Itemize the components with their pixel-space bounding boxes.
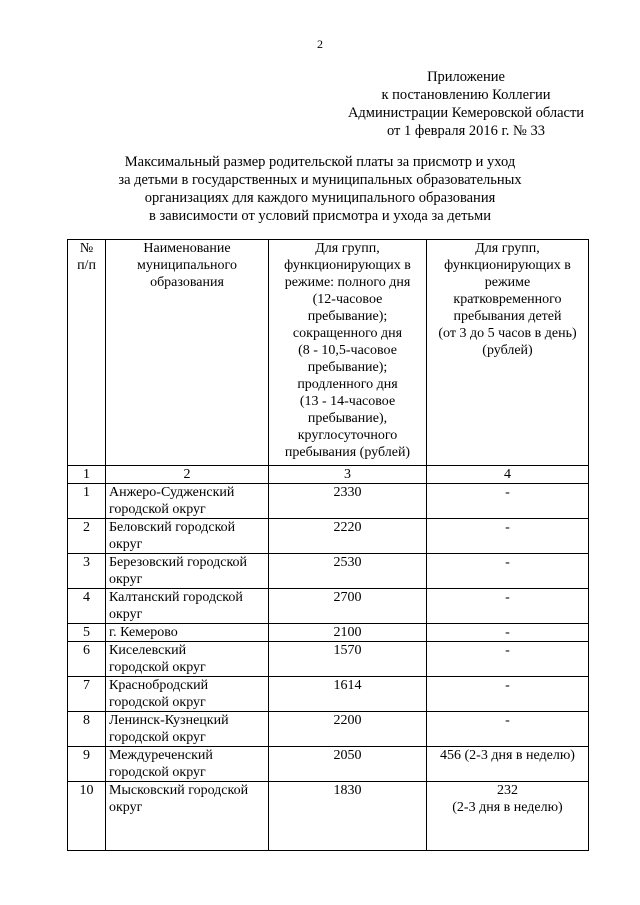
header-municipality [106, 240, 269, 466]
appendix-line: Приложение [427, 69, 505, 85]
page-number: 2 [317, 37, 323, 51]
fee-line: 456 (2-3 дня в неделю) [440, 748, 575, 763]
name-line: Анжеро-Судженский [109, 485, 235, 500]
header-line: муниципального [137, 258, 237, 273]
header-line: режиме: полного дня [284, 275, 411, 290]
municipality-name [106, 589, 269, 624]
name-line: городской округ [109, 502, 206, 517]
header-line: сокращенного дня [292, 326, 403, 341]
title-line: организациях для каждого муниципального образования [144, 190, 496, 206]
column-index: 3 [269, 466, 427, 484]
full-day-fee: 1830 [269, 782, 427, 851]
header-line: образования [150, 275, 224, 290]
header-line: № [79, 241, 94, 256]
fee-line: - [505, 555, 510, 570]
name-line: Калтанский городской [109, 590, 243, 605]
appendix-block [336, 68, 596, 140]
header-line: (рублей) [482, 343, 533, 358]
table-header-row [68, 240, 589, 466]
column-index: 4 [427, 466, 589, 484]
short-stay-fee [427, 712, 589, 747]
name-line: округ [109, 607, 143, 622]
row-number: 4 [68, 589, 106, 624]
name-line: Мысковский городской [109, 783, 249, 798]
short-stay-fee [427, 589, 589, 624]
appendix-line: от 1 февраля 2016 г. № 33 [386, 123, 546, 139]
table-row [68, 554, 589, 589]
fee-line: - [505, 643, 510, 658]
short-stay-fee [427, 624, 589, 642]
appendix-line: Администрации Кемеровской области [347, 105, 585, 121]
municipality-name [106, 484, 269, 519]
name-line: городской округ [109, 765, 206, 780]
row-number: 2 [68, 519, 106, 554]
fee-line: - [505, 590, 510, 605]
appendix-line: к постановлению Коллегии [381, 87, 551, 103]
header-line: Для групп, [475, 241, 540, 256]
full-day-fee: 2330 [269, 484, 427, 519]
municipality-name [106, 712, 269, 747]
row-number: 1 [68, 484, 106, 519]
header-line: Для групп, [315, 241, 380, 256]
header-line: Наименование [143, 241, 231, 256]
header-line: круглосуточного [297, 428, 398, 443]
row-number: 6 [68, 642, 106, 677]
name-line: Киселевский [109, 643, 187, 658]
full-day-fee: 2050 [269, 747, 427, 782]
header-line: (от 3 до 5 часов в день) [438, 326, 577, 341]
fee-line: 232 [497, 783, 518, 798]
short-stay-fee [427, 484, 589, 519]
full-day-fee: 1614 [269, 677, 427, 712]
name-line: Березовский городской [109, 555, 248, 570]
header-line: функционирующих в [284, 258, 411, 273]
full-day-fee: 2700 [269, 589, 427, 624]
table-row [68, 747, 589, 782]
title-line: в зависимости от условий присмотра и ухода за детьми [149, 208, 491, 224]
header-short-stay-groups [427, 240, 589, 466]
short-stay-fee [427, 677, 589, 712]
fee-line: - [505, 625, 510, 640]
name-line: городской округ [109, 695, 206, 710]
fee-line: - [505, 678, 510, 693]
municipality-name [106, 624, 269, 642]
header-line: продленного дня [297, 377, 398, 392]
table-row [68, 677, 589, 712]
table-row [68, 519, 589, 554]
short-stay-fee [427, 519, 589, 554]
name-line: округ [109, 537, 143, 552]
row-number: 7 [68, 677, 106, 712]
row-number: 3 [68, 554, 106, 589]
header-line: (13 - 14-часовое [299, 394, 396, 409]
short-stay-fee [427, 642, 589, 677]
header-line: функционирующих в [444, 258, 571, 273]
short-stay-fee [427, 747, 589, 782]
municipality-name [106, 677, 269, 712]
header-line: п/п [77, 258, 96, 273]
fee-line: - [505, 485, 510, 500]
header-line: (12-часовое [312, 292, 383, 307]
full-day-fee: 2220 [269, 519, 427, 554]
table-row [68, 782, 589, 851]
header-line: пребывания (рублей) [284, 445, 411, 460]
name-line: округ [109, 800, 143, 815]
row-number: 10 [68, 782, 106, 851]
name-line: городской округ [109, 730, 206, 745]
municipality-name [106, 519, 269, 554]
full-day-fee: 2530 [269, 554, 427, 589]
name-line: Краснобродский [109, 678, 209, 693]
header-line: пребывания детей [453, 309, 562, 324]
fee-line: (2-3 дня в неделю) [452, 800, 563, 815]
name-line: Ленинск-Кузнецкий [109, 713, 229, 728]
fees-table [67, 239, 589, 851]
row-number: 5 [68, 624, 106, 642]
municipality-name [106, 554, 269, 589]
header-number [68, 240, 106, 466]
table-row [68, 624, 589, 642]
header-line: пребывание), [307, 411, 388, 426]
header-line: режиме [484, 275, 531, 290]
municipality-name [106, 747, 269, 782]
fee-line: - [505, 520, 510, 535]
full-day-fee: 2200 [269, 712, 427, 747]
table-row [68, 642, 589, 677]
municipality-name [106, 782, 269, 851]
short-stay-fee [427, 782, 589, 851]
header-line: кратковременного [453, 292, 562, 307]
name-line: Междуреченский [109, 748, 213, 763]
row-number: 8 [68, 712, 106, 747]
header-line: (8 - 10,5-часовое [298, 343, 397, 358]
header-line: пребывание); [307, 309, 388, 324]
name-line: городской округ [109, 660, 206, 675]
table-row [68, 484, 589, 519]
name-line: г. Кемерово [109, 625, 178, 640]
header-full-day-groups [269, 240, 427, 466]
full-day-fee: 2100 [269, 624, 427, 642]
title-line: за детьми в государственных и муниципальных образовательных [118, 172, 522, 188]
full-day-fee: 1570 [269, 642, 427, 677]
row-number: 9 [68, 747, 106, 782]
table-row [68, 589, 589, 624]
short-stay-fee [427, 554, 589, 589]
table-row [68, 712, 589, 747]
title-line: Максимальный размер родительской платы за присмотр и уход [124, 154, 516, 170]
name-line: округ [109, 572, 143, 587]
column-index-row [68, 466, 589, 484]
fee-line: - [505, 713, 510, 728]
column-index: 1 [68, 466, 106, 484]
municipality-name [106, 642, 269, 677]
document-title [60, 153, 580, 225]
header-line: пребывание); [307, 360, 388, 375]
name-line: Беловский городской [109, 520, 236, 535]
column-index: 2 [106, 466, 269, 484]
